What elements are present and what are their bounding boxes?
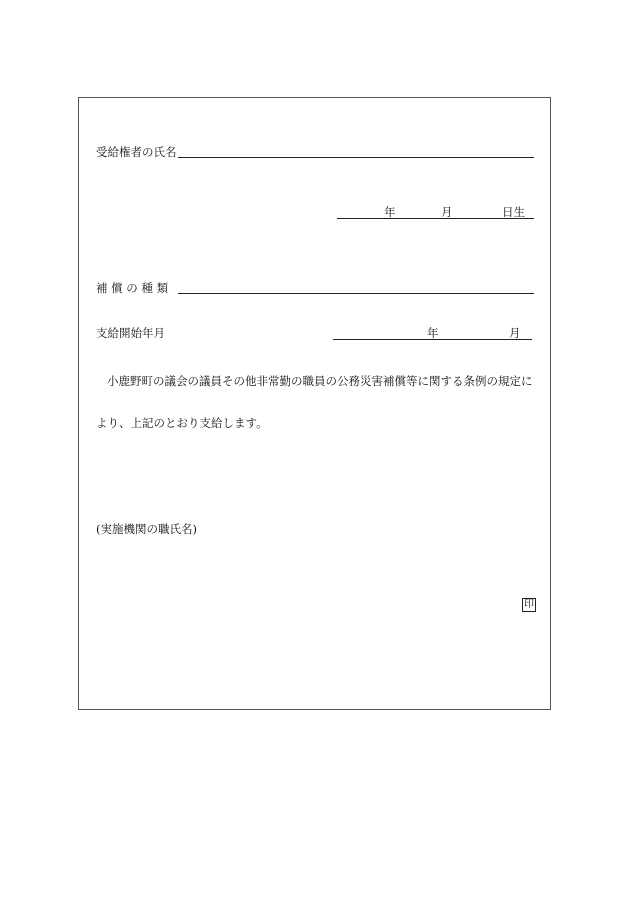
birth-day-label: 日生: [502, 205, 525, 219]
compensation-type-label: 補 償 の 種 類: [96, 281, 169, 295]
payment-start-year-label: 年: [427, 326, 439, 340]
agency-label: (実施機関の職氏名): [96, 522, 197, 536]
statement-line-2: より、上記のとおり支給します。: [96, 416, 268, 430]
payment-start-line: [333, 339, 532, 340]
statement-line-1: 小鹿野町の議会の議員その他非常勤の職員の公務災害補償等に関する条例の規定に: [107, 374, 533, 388]
recipient-name-label: 受給権者の氏名: [96, 145, 177, 159]
form-frame: [78, 97, 551, 710]
recipient-name-line: [178, 157, 534, 158]
birth-month-label: 月: [441, 205, 453, 219]
compensation-type-line: [178, 293, 534, 294]
payment-start-label: 支給開始年月: [96, 326, 165, 340]
birth-year-label: 年: [384, 205, 396, 219]
birth-date-line: [337, 218, 534, 219]
seal-mark: 印: [524, 599, 534, 610]
payment-start-month-label: 月: [509, 326, 521, 340]
